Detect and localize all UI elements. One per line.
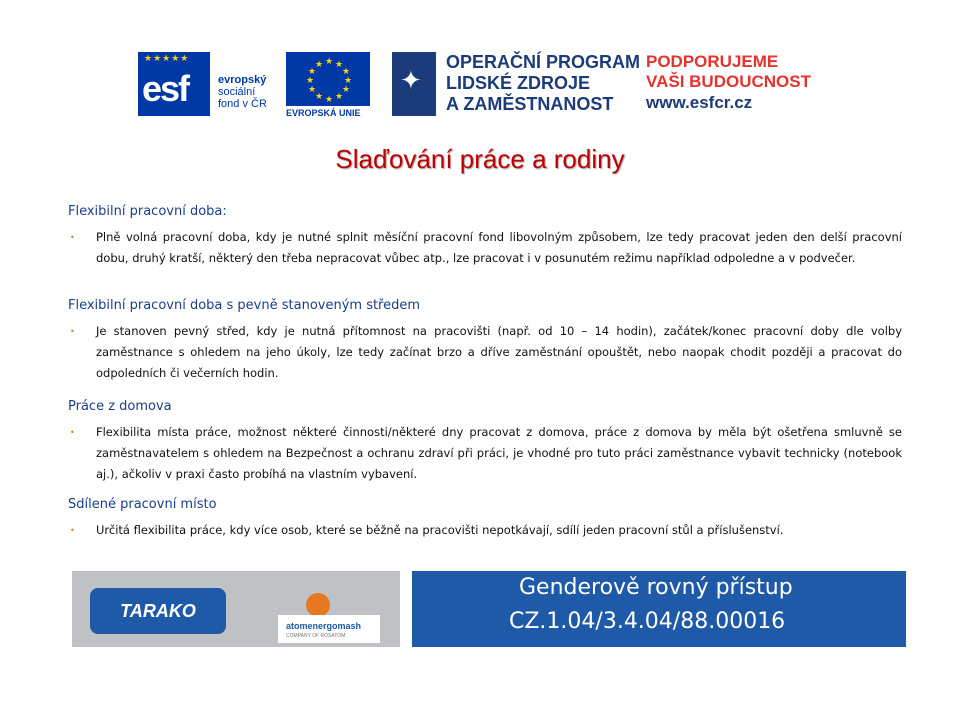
bullet-icon: • (70, 327, 75, 336)
esf-caption (218, 74, 267, 110)
section-heading-flexible-hours: Flexibilní pracovní doba: (68, 204, 227, 219)
bullet-icon: • (70, 428, 75, 437)
support-slogan (646, 52, 818, 120)
svg-text:★: ★ (325, 95, 334, 105)
section-heading-fixed-core: Flexibilní pracovní doba s pevně stanoveným středem (68, 298, 421, 313)
svg-text:★: ★ (306, 76, 315, 86)
op-line1: OPERAČNÍ PROGRAM (446, 52, 641, 72)
logo-strip (138, 48, 818, 120)
esfcr-url: www.esfcr.cz (646, 93, 753, 112)
svg-text:★: ★ (308, 67, 317, 77)
section-heading-shared-desk: Sdílené pracovní místo (68, 497, 217, 512)
svg-text:★: ★ (344, 76, 353, 86)
eu-caption: EVROPSKÁ UNIE (286, 108, 361, 118)
star-icon: ✦ (400, 66, 422, 96)
svg-text:★: ★ (342, 67, 351, 77)
svg-text:★: ★ (335, 60, 344, 70)
op-line3: A ZAMĚSTNANOST (446, 94, 614, 114)
esf-caption-2: sociální (218, 86, 256, 98)
svg-text:★: ★ (325, 57, 334, 67)
atomenergomash-subtitle: COMPANY OF ROSATOM (286, 633, 346, 639)
section-heading-home-office: Práce z domova (68, 399, 172, 414)
op-logo (392, 48, 641, 120)
svg-text:★: ★ (315, 92, 324, 102)
esf-logo (138, 48, 278, 120)
op-icon (392, 52, 436, 116)
atomenergomash-icon (306, 593, 330, 617)
eu-stars-icon: ★★★★★ (144, 54, 190, 64)
svg-text:★: ★ (335, 92, 344, 102)
tarako-logo: TARAKO (90, 588, 226, 634)
eu-flag-icon (286, 52, 370, 106)
section-text-flexible-hours: Plně volná pracovní doba, kdy je nutné splnit měsíční pracovní fond libovolným způsobem, lze tedy pracovat jeden den delší pracovní dobu, druhý kratší, některý den třeba nepracovat vůbec atp., lze pracovat i v posunutém režimu například odpoledne a v podvečer. (96, 230, 902, 265)
op-text (446, 52, 640, 115)
op-line2: LIDSKÉ ZDROJE (446, 73, 591, 93)
section-text-home-office: Flexibilita místa práce, možnost některé činnosti/některé dny pracovat z domova, práce z domova by měla být ošetřena smluvně se zaměstnavatelem s ohledem na Bezpečnost a ochranu zdraví při práci, je vhodné pro tuto práci zaměstnance vybavit technicky (notebook aj.), ačkoliv v praxi často probíhá na vlastním vybavení. (96, 425, 902, 481)
eu-star-ring-icon (286, 52, 370, 106)
page-title: Slaďování práce a rodiny (335, 144, 625, 174)
slogan-line1: PODPORUJEME (646, 52, 779, 71)
esf-caption-1: evropský (218, 74, 267, 86)
svg-text:★: ★ (308, 85, 317, 95)
bullet-icon: • (70, 233, 75, 242)
bullet-icon: • (70, 526, 75, 535)
partner-logos (72, 571, 400, 647)
svg-text:★: ★ (315, 60, 324, 70)
atomenergomash-logo (278, 615, 380, 643)
project-name: Genderově rovný přístup (519, 575, 793, 600)
project-code: CZ.1.04/3.4.04/88.00016 (509, 609, 786, 634)
slogan-line2: VAŠI BUDOUCNOST (646, 72, 811, 91)
esf-caption-3: fond v ČR (218, 98, 267, 110)
section-text-shared-desk: Určitá flexibilita práce, kdy více osob, které se běžně na pracovišti nepotkávají, sdílí jeden pracovní stůl a příslušenství. (96, 523, 784, 537)
project-banner (412, 571, 906, 647)
eu-logo (286, 52, 370, 120)
section-text-fixed-core: Je stanoven pevný střed, kdy je nutná přítomnost na pracovišti (např. od 10 – 14 hodin), začátek/konec pracovní doby dle volby zaměstnance s ohledem na jeho úkoly, lze tedy začínat brzo a dříve zaměstnání opouštět, nebo naopak chodit později a pracovat do odpoledních či večerních hodin. (96, 324, 902, 380)
esf-mark: esf (142, 68, 189, 109)
atomenergomash-name: atomenergomash (286, 621, 362, 631)
svg-text:★: ★ (342, 85, 351, 95)
esf-flag (138, 52, 210, 116)
